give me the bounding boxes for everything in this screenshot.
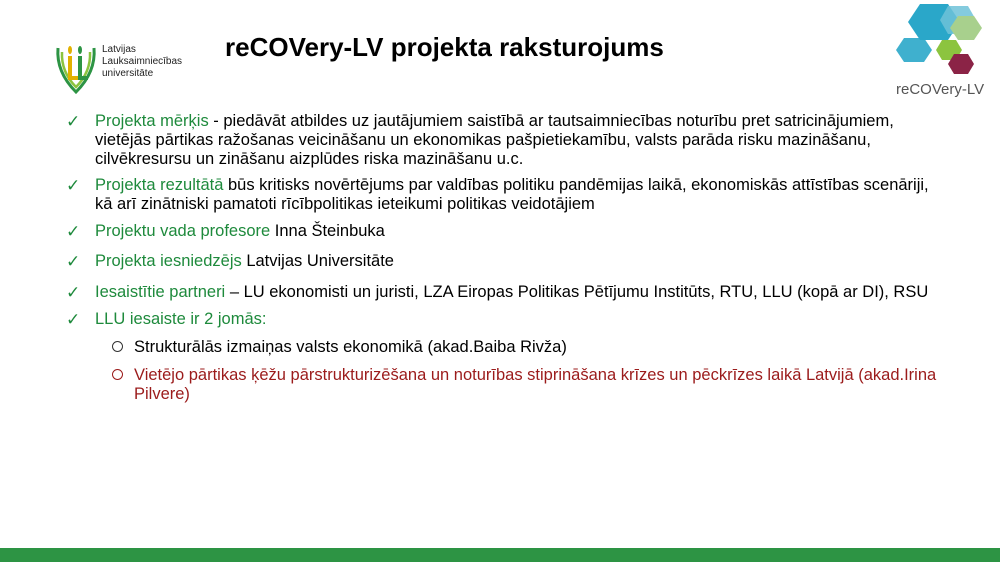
bullet-item-llu-involvement (66, 310, 946, 329)
university-name-line2: Lauksaimniecības (102, 56, 183, 67)
checkmark-icon: ✓ (66, 252, 81, 271)
checkmark-icon: ✓ (66, 112, 81, 131)
bullet-item-project-submitter (66, 252, 946, 271)
bullet-label: LLU iesaiste ir 2 jomās: (95, 310, 267, 328)
bullet-text: - piedāvāt atbildes uz jautājumiem saistībā ar tautsaimniecības noturību pret satricinājumiem, vietējās pārtikas ražošanas veicināšanu un ekonomikas pašpietiekamību, valsts parāda risku mazināšanu, cilvēkresursu un zināšanu aizplūdes riska mazināšanu u.c. (95, 112, 894, 168)
bullet-text: Inna Šteinbuka (270, 222, 385, 240)
recovery-logo (894, 2, 994, 102)
sub-item-structural-changes (66, 338, 946, 357)
university-name (102, 44, 182, 80)
sub-item-food-chains (66, 366, 946, 404)
university-name-line3: universitāte (102, 68, 154, 79)
bullet-label: Iesaistītie partneri (95, 283, 226, 301)
bullet-label: Projekta rezultātā (95, 176, 224, 194)
bullet-item-project-result (66, 176, 946, 214)
checkmark-icon: ✓ (66, 310, 81, 329)
circle-bullet-icon (112, 369, 123, 380)
bullet-label: Projekta mērķis (95, 112, 209, 130)
bullet-text: – LU ekonomisti un juristi, LZA Eiropas Politikas Pētījumu Institūts, RTU, LLU (kopā ar DI), RSU (225, 283, 929, 301)
bullet-label: Projektu vada profesore (95, 222, 271, 240)
slide-title: reCOVery-LV projekta raksturojums (225, 32, 664, 62)
bullet-text: būs kritisks novērtējums par valdības politiku pandēmijas laikā, ekonomiskās attīstības scenāriji, kā arī zinātniski pamatoti rīcībpolitikas ieteikumi politikas veidotājiem (95, 176, 929, 213)
bullet-label: Projekta iesniedzējs (95, 252, 242, 270)
university-name-line1: Latvijas (102, 44, 136, 55)
university-logo (54, 42, 204, 97)
sub-item-text: Strukturālās izmaiņas valsts ekonomikā (akad.Baiba Rivža) (134, 338, 567, 356)
bullet-list (66, 112, 946, 404)
circle-bullet-icon (112, 341, 123, 352)
sub-item-text: Vietējo pārtikas ķēžu pārstrukturizēšana un noturības stiprināšana krīzes un pēckrīzes laikā Latvijā (akad.Irina Pilvere) (134, 366, 937, 403)
bullet-item-project-lead (66, 222, 946, 241)
bullet-text: Latvijas Universitāte (241, 252, 394, 270)
recovery-logo-text: reCOVery-LV (896, 81, 985, 98)
hexagon-cluster-icon (894, 2, 994, 82)
wheat-emblem-icon (54, 42, 98, 97)
bullet-item-partners (66, 283, 946, 302)
checkmark-icon: ✓ (66, 176, 81, 195)
checkmark-icon: ✓ (66, 283, 81, 302)
footer-bar (0, 548, 1000, 562)
checkmark-icon: ✓ (66, 222, 81, 241)
bullet-item-project-goal (66, 112, 946, 169)
